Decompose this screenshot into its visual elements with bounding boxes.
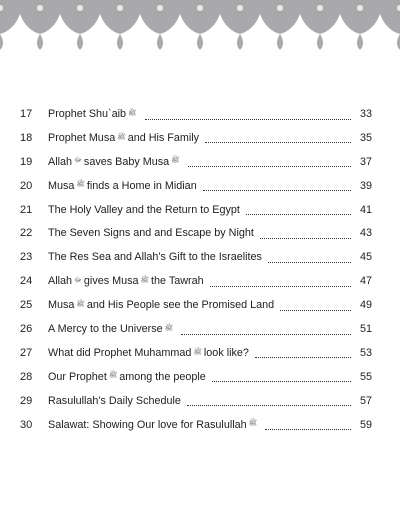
chapter-title-text: saves Baby Musa (83, 155, 170, 168)
page-number: 45 (359, 251, 372, 264)
border-scallop (300, 14, 340, 50)
chapter-title-text: Allah (48, 275, 73, 288)
chapter-number: 27 (20, 346, 33, 359)
toc-entry[interactable] (0, 127, 400, 151)
table-of-contents (0, 103, 400, 437)
dot-leader (268, 262, 351, 263)
toc-entry[interactable] (0, 222, 400, 246)
chapter-title-text: the Tawrah (151, 275, 204, 288)
honorific-glyph: ﷺ (76, 300, 85, 308)
page-number: 43 (359, 227, 372, 240)
page-number: 37 (359, 155, 372, 168)
border-motif (277, 5, 283, 11)
page-number: 51 (359, 323, 372, 336)
border-scallop (220, 14, 260, 50)
dot-leader (181, 334, 351, 335)
chapter-title-text: Musa (48, 299, 75, 312)
page-number: 59 (359, 418, 372, 431)
dot-leader (210, 286, 351, 287)
chapter-number: 18 (20, 131, 33, 144)
toc-entry[interactable] (0, 103, 400, 127)
border-motif (77, 5, 83, 11)
page-number: 57 (359, 394, 372, 407)
border-motif (197, 5, 203, 11)
dot-leader (205, 142, 351, 143)
border-scallop (20, 14, 60, 50)
chapter-title-text: A Mercy to the Universe (48, 323, 163, 336)
chapter-title (48, 127, 199, 151)
chapter-title (48, 222, 254, 246)
border-scallop (180, 14, 220, 50)
border-motif (117, 5, 123, 11)
honorific-glyph: ﷺ (128, 109, 137, 117)
toc-entry[interactable] (0, 318, 400, 342)
toc-entry[interactable] (0, 270, 400, 294)
chapter-number: 23 (20, 251, 33, 264)
border-motif (357, 5, 363, 11)
chapter-title (48, 414, 259, 438)
chapter-number: 26 (20, 323, 33, 336)
honorific-glyph: ﷺ (171, 157, 180, 165)
border-scallop (60, 14, 100, 50)
chapter-number: 24 (20, 275, 33, 288)
page-number: 47 (359, 275, 372, 288)
chapter-title-text: Allah (48, 155, 73, 168)
chapter-number: 25 (20, 299, 33, 312)
chapter-title-text: Rasulullah's Daily Schedule (48, 394, 181, 407)
border-scallop (380, 14, 400, 50)
chapter-title (48, 342, 249, 366)
page-number: 55 (359, 370, 372, 383)
decorative-top-border (0, 0, 400, 52)
chapter-title-text: and His Family (127, 131, 200, 144)
border-scallop (100, 14, 140, 50)
dot-leader (212, 381, 351, 382)
chapter-title-text: look like? (203, 346, 249, 359)
chapter-title (48, 246, 262, 270)
chapter-number: 28 (20, 370, 33, 383)
toc-entry[interactable] (0, 414, 400, 438)
chapter-number: 19 (20, 155, 33, 168)
page-number: 33 (359, 108, 372, 120)
chapter-number: 22 (20, 227, 33, 240)
border-scallop (260, 14, 300, 50)
dot-leader (265, 429, 351, 430)
dot-leader (145, 119, 352, 120)
honorific-glyph: ﷺ (248, 420, 258, 428)
chapter-title-text: and His People see the Promised Land (86, 299, 275, 312)
chapter-title-text: Musa (48, 179, 75, 192)
border-motif (37, 5, 43, 11)
chapter-number: 17 (20, 108, 33, 120)
chapter-title-text: finds a Home in Midian (86, 179, 197, 192)
chapter-title (48, 294, 274, 318)
border-motif (237, 5, 243, 11)
dot-leader (246, 214, 351, 215)
toc-entry[interactable] (0, 342, 400, 366)
chapter-title-text: Our Prophet (48, 370, 107, 383)
border-motif (317, 5, 323, 11)
dot-leader (203, 190, 351, 191)
dot-leader (255, 357, 351, 358)
honorific-glyph: ﷻ (74, 276, 82, 284)
chapter-title (48, 199, 240, 223)
chapter-title-text: among the people (119, 370, 206, 383)
chapter-title-text: Salawat: Showing Our love for Rasulullah (48, 418, 247, 431)
chapter-title (48, 175, 197, 199)
honorific-glyph: ﷺ (76, 181, 85, 189)
chapter-title-text: The Res Sea and Allah's Gift to the Israelites (48, 251, 262, 264)
page-number: 41 (359, 203, 372, 216)
toc-entry[interactable] (0, 199, 400, 223)
honorific-glyph: ﷺ (108, 372, 118, 380)
chapter-title (48, 151, 182, 175)
toc-entry[interactable] (0, 175, 400, 199)
toc-entry[interactable] (0, 366, 400, 390)
dot-leader (260, 238, 351, 239)
toc-entry[interactable] (0, 390, 400, 414)
page-number: 53 (359, 346, 372, 359)
honorific-glyph: ﷻ (74, 157, 82, 165)
chapter-number: 29 (20, 394, 33, 407)
chapter-number: 21 (20, 203, 33, 216)
honorific-glyph: ﷺ (164, 324, 174, 332)
chapter-number: 20 (20, 179, 33, 192)
toc-entry[interactable] (0, 151, 400, 175)
chapter-title-text: gives Musa (83, 275, 139, 288)
chapter-title-text: Prophet Musa (48, 131, 116, 144)
border-scallop (340, 14, 380, 50)
chapter-title-text: What did Prophet Muhammad (48, 346, 192, 359)
page-number: 39 (359, 179, 372, 192)
honorific-glyph: ﷺ (140, 276, 149, 284)
chapter-title (48, 270, 204, 294)
chapter-number: 30 (20, 418, 33, 431)
page-number: 49 (359, 299, 372, 312)
honorific-glyph: ﷺ (117, 133, 126, 141)
chapter-title (48, 390, 181, 414)
chapter-title (48, 103, 139, 127)
dot-leader (188, 166, 351, 167)
chapter-title (48, 366, 206, 390)
chapter-title (48, 318, 175, 342)
chapter-title-text: The Holy Valley and the Return to Egypt (48, 203, 240, 216)
border-motif (157, 5, 163, 11)
chapter-title-text: Prophet Shu`aib (48, 108, 127, 120)
dot-leader (280, 310, 351, 311)
page-number: 35 (359, 131, 372, 144)
chapter-title-text: The Seven Signs and and Escape by Night (48, 227, 254, 240)
toc-entry[interactable] (0, 246, 400, 270)
dot-leader (187, 405, 351, 406)
border-scallop (140, 14, 180, 50)
border-scallop (0, 14, 20, 50)
honorific-glyph: ﷺ (193, 348, 202, 356)
toc-entry[interactable] (0, 294, 400, 318)
